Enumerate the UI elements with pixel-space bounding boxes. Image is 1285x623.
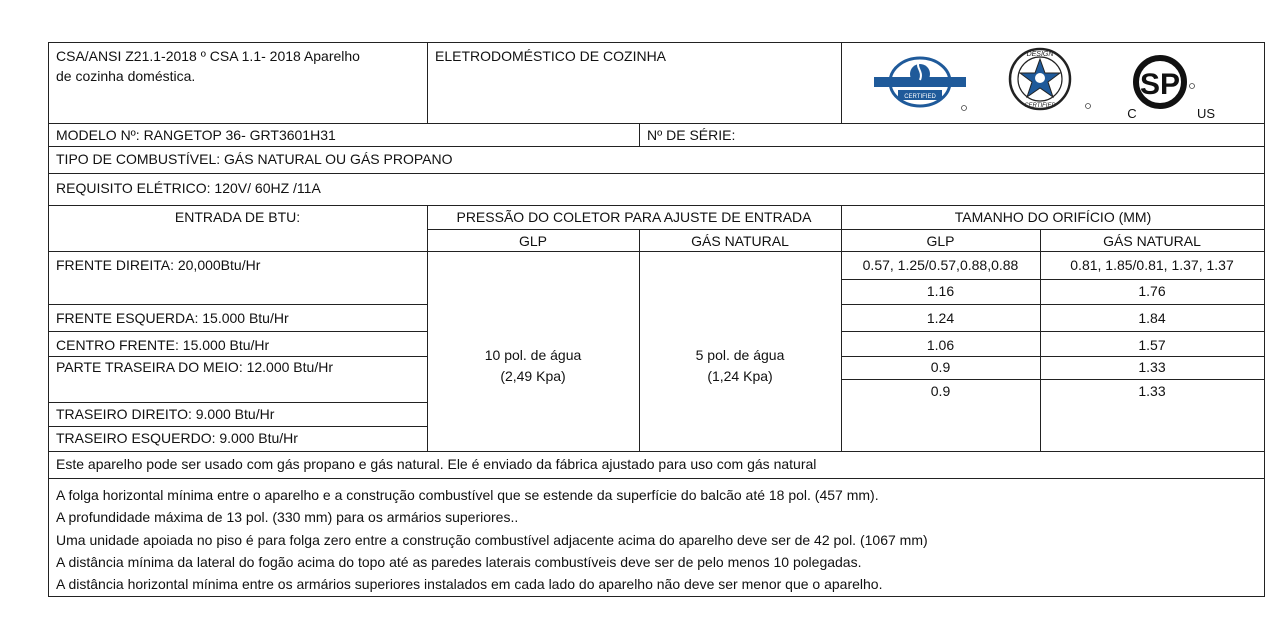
row-divider bbox=[48, 251, 1265, 252]
svg-text:DESIGN: DESIGN bbox=[1026, 51, 1054, 58]
pressure-glp: (2,49 Kpa) bbox=[500, 368, 566, 384]
subheader-glp: GLP bbox=[926, 233, 955, 249]
orifice-gas-natural: 1.33 bbox=[1138, 359, 1166, 375]
subheader-glp: GLP bbox=[518, 233, 547, 249]
burner-label: FRENTE DIREITA: 20,000Btu/Hr bbox=[56, 257, 261, 273]
orifice-glp: 0.9 bbox=[930, 383, 951, 399]
orifice-gas-natural: 1.84 bbox=[1138, 310, 1166, 326]
col-header-btu: ENTRADA DE BTU: bbox=[174, 209, 301, 225]
col-divider bbox=[639, 229, 640, 452]
orifice-gas-natural: 1.33 bbox=[1138, 383, 1166, 399]
row-divider bbox=[48, 451, 1265, 452]
pressure-gas-natural: (1,24 Kpa) bbox=[707, 368, 773, 384]
row-divider bbox=[841, 356, 1265, 357]
orifice-glp: 1.24 bbox=[926, 310, 955, 326]
row-divider bbox=[841, 279, 1265, 280]
category-text: ELETRODOMÉSTICO DE COZINHA bbox=[435, 48, 667, 64]
fuel-type-text: TIPO DE COMBUSTÍVEL: GÁS NATURAL OU GÁS PROPANO bbox=[56, 151, 453, 167]
col-header-orifice: TAMANHO DO ORIFÍCIO (MM) bbox=[954, 209, 1152, 225]
border-top bbox=[48, 42, 1265, 43]
orifice-gas-natural: 0.81, 1.85/0.81, 1.37, 1.37 bbox=[1070, 257, 1234, 273]
row-divider bbox=[841, 379, 1265, 380]
row-divider bbox=[48, 402, 427, 403]
row-divider bbox=[48, 478, 1265, 479]
row-divider bbox=[48, 356, 427, 357]
row-divider bbox=[48, 123, 1265, 124]
col-divider bbox=[841, 42, 842, 124]
pressure-gas-natural: 5 pol. de água bbox=[695, 347, 785, 363]
orifice-glp: 0.57, 1.25/0.57,0.88,0.88 bbox=[862, 257, 1019, 273]
burner-label: TRASEIRO ESQUERDO: 9.000 Btu/Hr bbox=[56, 430, 298, 446]
pressure-glp: 10 pol. de água bbox=[484, 347, 582, 363]
svg-text:C: C bbox=[1127, 106, 1137, 121]
subheader-gas-natural: GÁS NATURAL bbox=[691, 233, 789, 249]
row-divider bbox=[48, 146, 1265, 147]
row-divider bbox=[48, 426, 427, 427]
border-left bbox=[48, 42, 49, 597]
svg-text:US: US bbox=[1196, 106, 1216, 121]
clearance-note: A distância mínima da lateral do fogão acima do topo até as paredes laterais combustíveis deve ser de pelo menos 10 polegadas. bbox=[56, 554, 862, 570]
row-divider bbox=[427, 229, 1265, 230]
orifice-gas-natural: 1.76 bbox=[1138, 283, 1166, 299]
row-divider bbox=[48, 173, 1265, 174]
csa-us-mark-icon bbox=[1110, 48, 1230, 122]
orifice-gas-natural: 1.57 bbox=[1138, 337, 1166, 353]
row-divider bbox=[48, 331, 427, 332]
row-divider bbox=[841, 304, 1265, 305]
burner-label: TRASEIRO DIREITO: 9.000 Btu/Hr bbox=[56, 406, 275, 422]
row-divider bbox=[48, 205, 1265, 206]
standard-text: CSA/ANSI Z21.1-2018 º CSA 1.1- 2018 Aparelho bbox=[56, 48, 360, 64]
border-bottom bbox=[48, 596, 1265, 597]
burner-label: PARTE TRASEIRA DO MEIO: 12.000 Btu/Hr bbox=[56, 359, 333, 375]
clearance-note: A profundidade máxima de 13 pol. (330 mm) para os armários superiores.. bbox=[56, 509, 519, 525]
svg-text:CERTIFIED: CERTIFIED bbox=[904, 94, 936, 100]
orifice-glp: 1.06 bbox=[926, 337, 955, 353]
border-right bbox=[1264, 42, 1265, 597]
orifice-glp: 1.16 bbox=[926, 283, 955, 299]
svg-text:SP: SP bbox=[1139, 68, 1181, 101]
svg-text:CERTIFIED: CERTIFIED bbox=[1024, 103, 1056, 109]
clearance-note: A folga horizontal mínima entre o aparelho e a construção combustível que se estende da superfície do balcão até 18 pol. (457 mm). bbox=[56, 487, 879, 503]
orifice-glp: 0.9 bbox=[930, 359, 951, 375]
row-divider bbox=[841, 331, 1265, 332]
design-certified-star-icon bbox=[988, 46, 1096, 116]
electric-requirement-text: REQUISITO ELÉTRICO: 120V/ 60HZ /11A bbox=[56, 180, 321, 196]
clearance-note: Uma unidade apoiada no piso é para folga zero entre a construção combustível adjacente acima do aparelho deve ser de 42 pol. (1067 mm) bbox=[56, 532, 928, 548]
col-header-pressure: PRESSÃO DO COLETOR PARA AJUSTE DE ENTRADA bbox=[456, 209, 812, 225]
col-divider bbox=[427, 42, 428, 124]
row-divider bbox=[48, 304, 427, 305]
subheader-gas-natural: GÁS NATURAL bbox=[1103, 233, 1201, 249]
standard-text: de cozinha doméstica. bbox=[56, 68, 196, 84]
burner-label: FRENTE ESQUERDA: 15.000 Btu/Hr bbox=[56, 310, 289, 326]
burner-label: CENTRO FRENTE: 15.000 Btu/Hr bbox=[56, 337, 270, 353]
gas-note: Este aparelho pode ser usado com gás propano e gás natural. Ele é enviado da fábrica ajustado para uso com gás natural bbox=[56, 456, 817, 472]
csa-flame-certified-icon bbox=[870, 50, 974, 116]
model-text: MODELO Nº: RANGETOP 36- GRT3601H31 bbox=[56, 127, 336, 143]
serial-label: Nº DE SÉRIE: bbox=[647, 127, 736, 143]
clearance-note: A distância horizontal mínima entre os armários superiores instalados em cada lado do aparelho não deve ser menor que o aparelho. bbox=[56, 576, 883, 592]
col-divider bbox=[639, 123, 640, 147]
